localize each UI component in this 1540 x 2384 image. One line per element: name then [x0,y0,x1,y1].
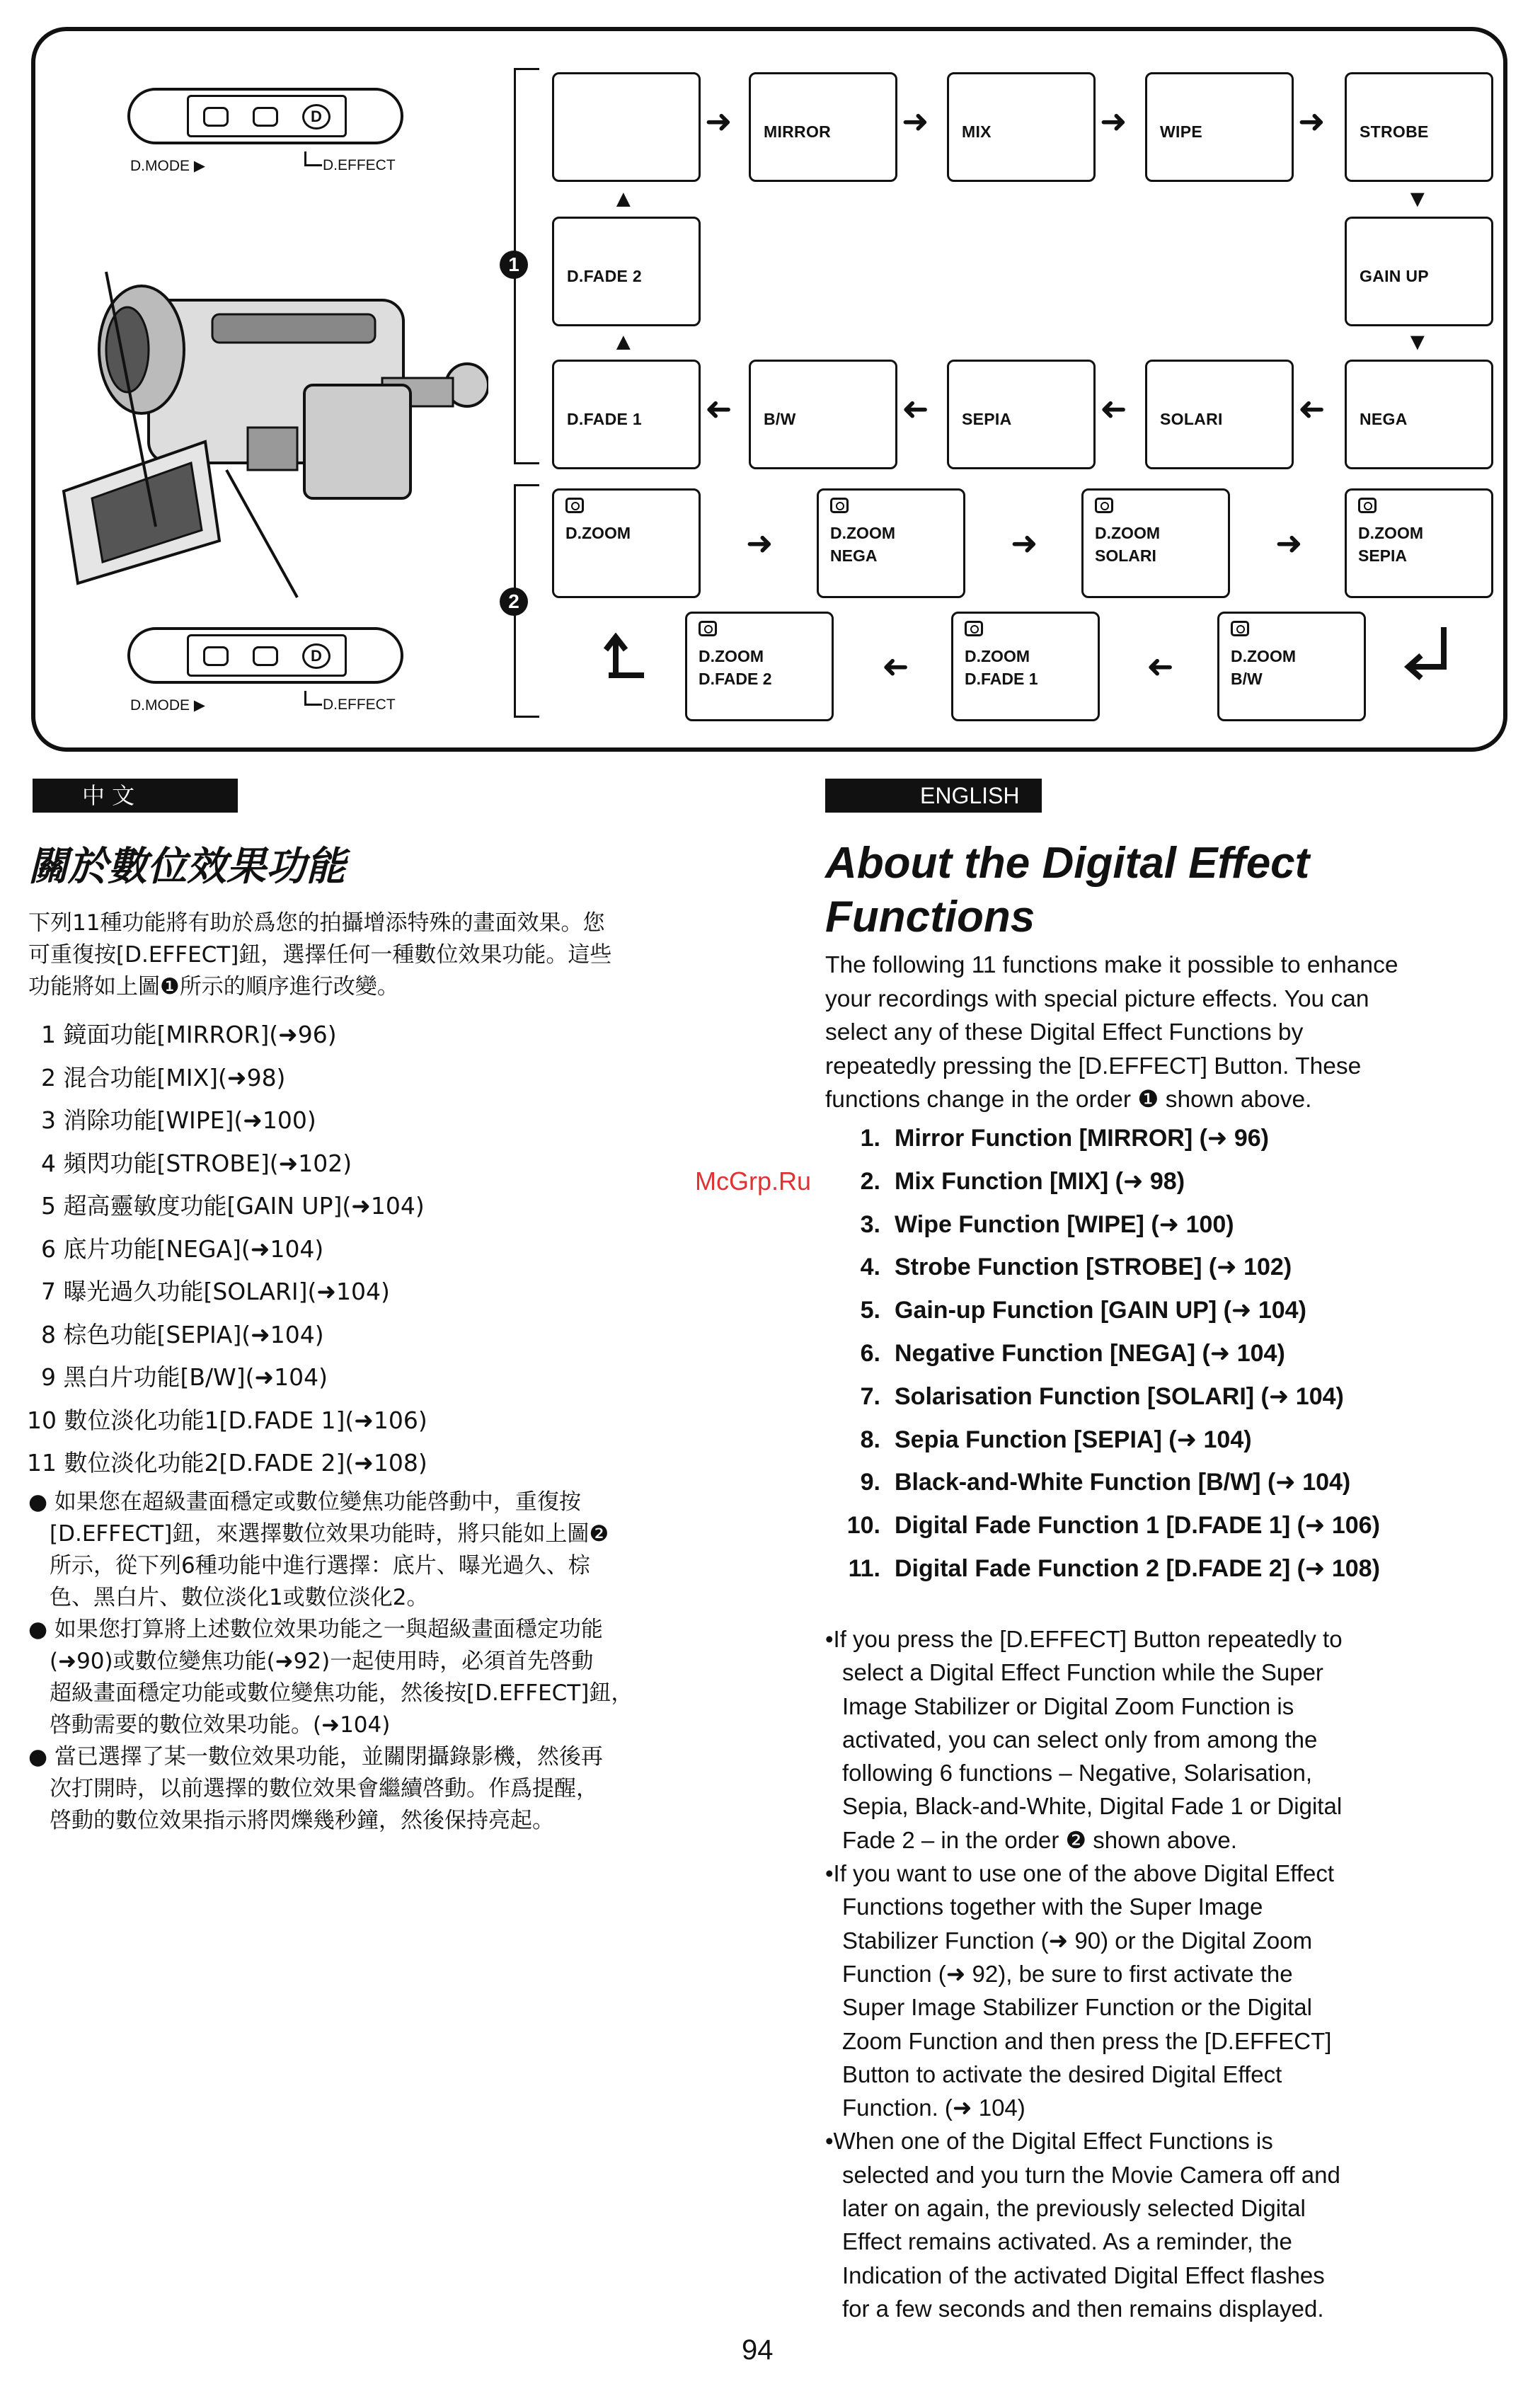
chinese-intro: 下列11種功能將有助於爲您的拍攝增添特殊的畫面效果。您 可重復按[D.EFFECT]鈕，選擇任何一種數位效果功能。這些 功能將如上圖❶所示的順序進行改變。 [28,910,612,999]
arrow-left-icon: ➜ [882,648,909,684]
arrow-left-icon: ➜ [1147,648,1174,684]
list-item: 10. Digital Fade Function 1 [D.FADE 1] (➜ 106) [846,1512,1380,1540]
list-item: 1 鏡面功能[MIRROR](➜96) [41,1021,337,1048]
effect-box-dzoom-solari: D.ZOOM SOLARI [1081,488,1230,598]
effect-box-dfade2: D.FADE 2 [552,217,701,326]
return-arrow-icon [602,633,644,668]
zoom-icon [253,107,278,127]
list-item: 2 混合功能[MIX](➜98) [41,1063,286,1091]
arrow-right-icon: ➜ [1275,525,1303,561]
effect-box-strobe: STROBE [1345,72,1493,182]
digital-effect-diagram [31,27,1507,752]
arrow-right-icon: ➜ [902,103,929,139]
list-item: 5. Gain-up Function [GAIN UP] (➜ 104) [860,1297,1306,1324]
list-item: 6. Negative Function [NEGA] (➜ 104) [860,1339,1285,1367]
effect-box-dzoom-nega: D.ZOOM NEGA [817,488,965,598]
pointer-line [304,151,322,166]
zoom-icon [965,621,983,636]
arrow-right-icon: ➜ [705,103,732,139]
zoom-icon [830,498,849,513]
list-item: 8 棕色功能[SEPIA](➜104) [41,1320,324,1348]
arrow-left-icon: ➜ [1100,390,1127,427]
stabilizer-icon [203,646,229,666]
d-mode-label: D.MODE ▶ [130,697,205,714]
note: •If you press the [D.EFFECT] Button repeatedly to select a Digital Effect Function while the Super Image Stabilizer or Digital Zoom Function is activated, you can select only from among the following 6 functions – Negative, Solarisation, Sepia, Black-and-White, Digital Fade 1 or Digital Fade 2 – in the order ❷ shown above. [825,1626,1343,1853]
list-item: 6 底片功能[NEGA](➜104) [41,1234,324,1263]
note: ● 如果您打算將上述數位效果功能之一與超級畫面穩定功能 (➜90)或數位變焦功能(➜92)一起使用時，必須首先啓動 超級畫面穩定功能或數位變焦功能，然後按[D.EFFECT]鈕， 啓動需要的數位效果功能。(➜104) [28,1617,633,1738]
zoom-icon [1231,621,1249,636]
arrow-right-icon: ➜ [746,525,774,561]
list-item: 7 曝光過久功能[SOLARI](➜104) [41,1278,390,1305]
list-item: 9 黑白片功能[B/W](➜104) [41,1363,328,1391]
list-item: 9. Black-and-White Function [B/W] (➜ 104) [860,1469,1351,1496]
d-effect-label: D.EFFECT [323,697,396,713]
effect-box-mirror: MIRROR [749,72,897,182]
chinese-title: 關於數位效果功能 [28,844,345,890]
effect-box-solari: SOLARI [1145,360,1294,469]
english-section-header: ENGLISH [825,779,1042,813]
d-effect-label: D.EFFECT [323,157,396,173]
english-function-list [825,1117,1519,1591]
note: •When one of the Digital Effect Functions is selected and you turn the Movie Camera off and later on again, the previously selected Digital Effect remains activated. As a reminder, the Indication of the activated Digital Effect flashes for a few seconds and then remains displayed. [825,2128,1340,2322]
arrow-down-icon: ▼ [1406,185,1430,212]
zoom-icon [1095,498,1113,513]
list-item: 10 數位淡化功能1[D.FADE 1](➜106) [27,1406,427,1434]
arrow-right-icon: ➜ [1298,103,1326,139]
effect-box-sepia: SEPIA [947,360,1096,469]
english-intro: The following 11 functions make it possible to enhance your recordings with special picture effects. You can select any of these Digital Effect Functions by repeatedly pressing the [D.EFFECT] Button. These functions change in the order ❶ shown above. [825,952,1398,1113]
effect-box-off [552,72,701,182]
zoom-icon [1358,498,1377,513]
list-item: 11. Digital Fade Function 2 [D.FADE 2] (➜ 108) [848,1554,1380,1582]
watermark: McGrp.Ru [695,1167,812,1196]
list-item: 4. Strobe Function [STROBE] (➜ 102) [860,1254,1292,1281]
english-notes [825,1622,1526,2325]
page-number: 94 [742,2334,774,2366]
arrow-right-icon: ➜ [1011,525,1038,561]
list-item: 2. Mix Function [MIX] (➜ 98) [860,1167,1185,1195]
arrow-left-icon: ➜ [705,390,732,427]
sequence2-marker: 2 [500,588,528,616]
effect-box-wipe: WIPE [1145,72,1294,182]
note: ● 當已選擇了某一數位效果功能，並關閉攝錄影機，然後再 次打開時，以前選擇的數位效果會繼續啓動。作爲提醒， 啓動的數位效果指示將閃爍幾秒鐘，然後保持亮起。 [28,1744,603,1833]
list-item: 7. Solarisation Function [SOLARI] (➜ 104) [860,1382,1344,1410]
effect-box-dzoom-bw: D.ZOOM B/W [1217,612,1366,721]
list-item: 11 數位淡化功能2[D.FADE 2](➜108) [27,1449,427,1477]
arrow-left-icon: ➜ [1298,390,1326,427]
turn-down-left-arrow-icon [1401,624,1458,681]
arrow-down-icon: ▼ [1406,328,1430,355]
pointer-line [304,691,322,706]
arrow-up-icon: ▲ [611,185,636,212]
switch-indicator-panel [187,95,347,137]
effect-box-bw: B/W [749,360,897,469]
effect-box-nega: NEGA [1345,360,1493,469]
d-effect-icon: D [302,104,331,130]
effect-box-mix: MIX [947,72,1096,182]
zoom-icon [565,498,584,513]
english-title: About the Digital Effect Functions [825,839,1310,941]
zoom-icon [253,646,278,666]
effect-box-dzoom-sepia: D.ZOOM SEPIA [1345,488,1493,598]
effect-box-gain-up: GAIN UP [1345,217,1493,326]
arrow-left-icon: ➜ [902,390,929,427]
mode-switch-bottom [127,627,403,684]
arrow-right-icon: ➜ [1100,103,1127,139]
list-item: 3 消除功能[WIPE](➜100) [41,1106,316,1134]
note: ● 如果您在超級畫面穩定或數位變焦功能啓動中，重復按 [D.EFFECT]鈕，來選擇數位效果功能時，將只能如上圖❷ 所示，從下列6種功能中進行選擇：底片、曝光過久、棕 色、黑白片、數位淡化1或數位淡化2。 [28,1489,609,1610]
list-item: 8. Sepia Function [SEPIA] (➜ 104) [860,1426,1252,1453]
switch-indicator-panel [187,634,347,677]
d-effect-icon: D [302,643,331,669]
stabilizer-icon [203,107,229,127]
list-item: 3. Wipe Function [WIPE] (➜ 100) [860,1210,1234,1238]
chinese-function-list [27,1014,706,1485]
chinese-section-header: 中 文 [33,779,238,813]
camcorder-illustration [50,258,488,612]
effect-box-dzoom-dfade1: D.ZOOM D.FADE 1 [951,612,1100,721]
d-mode-label: D.MODE ▶ [130,158,205,174]
chinese-notes [28,1486,708,1837]
mode-switch-top [127,88,403,144]
effect-box-dzoom-dfade2: D.ZOOM D.FADE 2 [685,612,834,721]
list-item: 5 超高靈敏度功能[GAIN UP](➜104) [41,1192,425,1220]
effect-box-dzoom: D.ZOOM [552,488,701,598]
arrow-up-icon: ▲ [611,328,636,355]
effect-box-dfade1: D.FADE 1 [552,360,701,469]
sequence1-marker: 1 [500,251,528,279]
list-item: 4 頻閃功能[STROBE](➜102) [41,1149,352,1177]
list-item: 1. Mirror Function [MIRROR] (➜ 96) [860,1125,1270,1152]
note: •If you want to use one of the above Digital Effect Functions together with the Super Image Stabilizer Function (➜ 90) or the Digital Zoom Function (➜ 92), be sure to first activate the Super Image Stabilizer Function or the Digital Zoom Function and then press the [D.EFFECT] Button to activate the desired Digital Effect Function. (➜ 104) [825,1860,1335,2121]
zoom-icon [699,621,717,636]
